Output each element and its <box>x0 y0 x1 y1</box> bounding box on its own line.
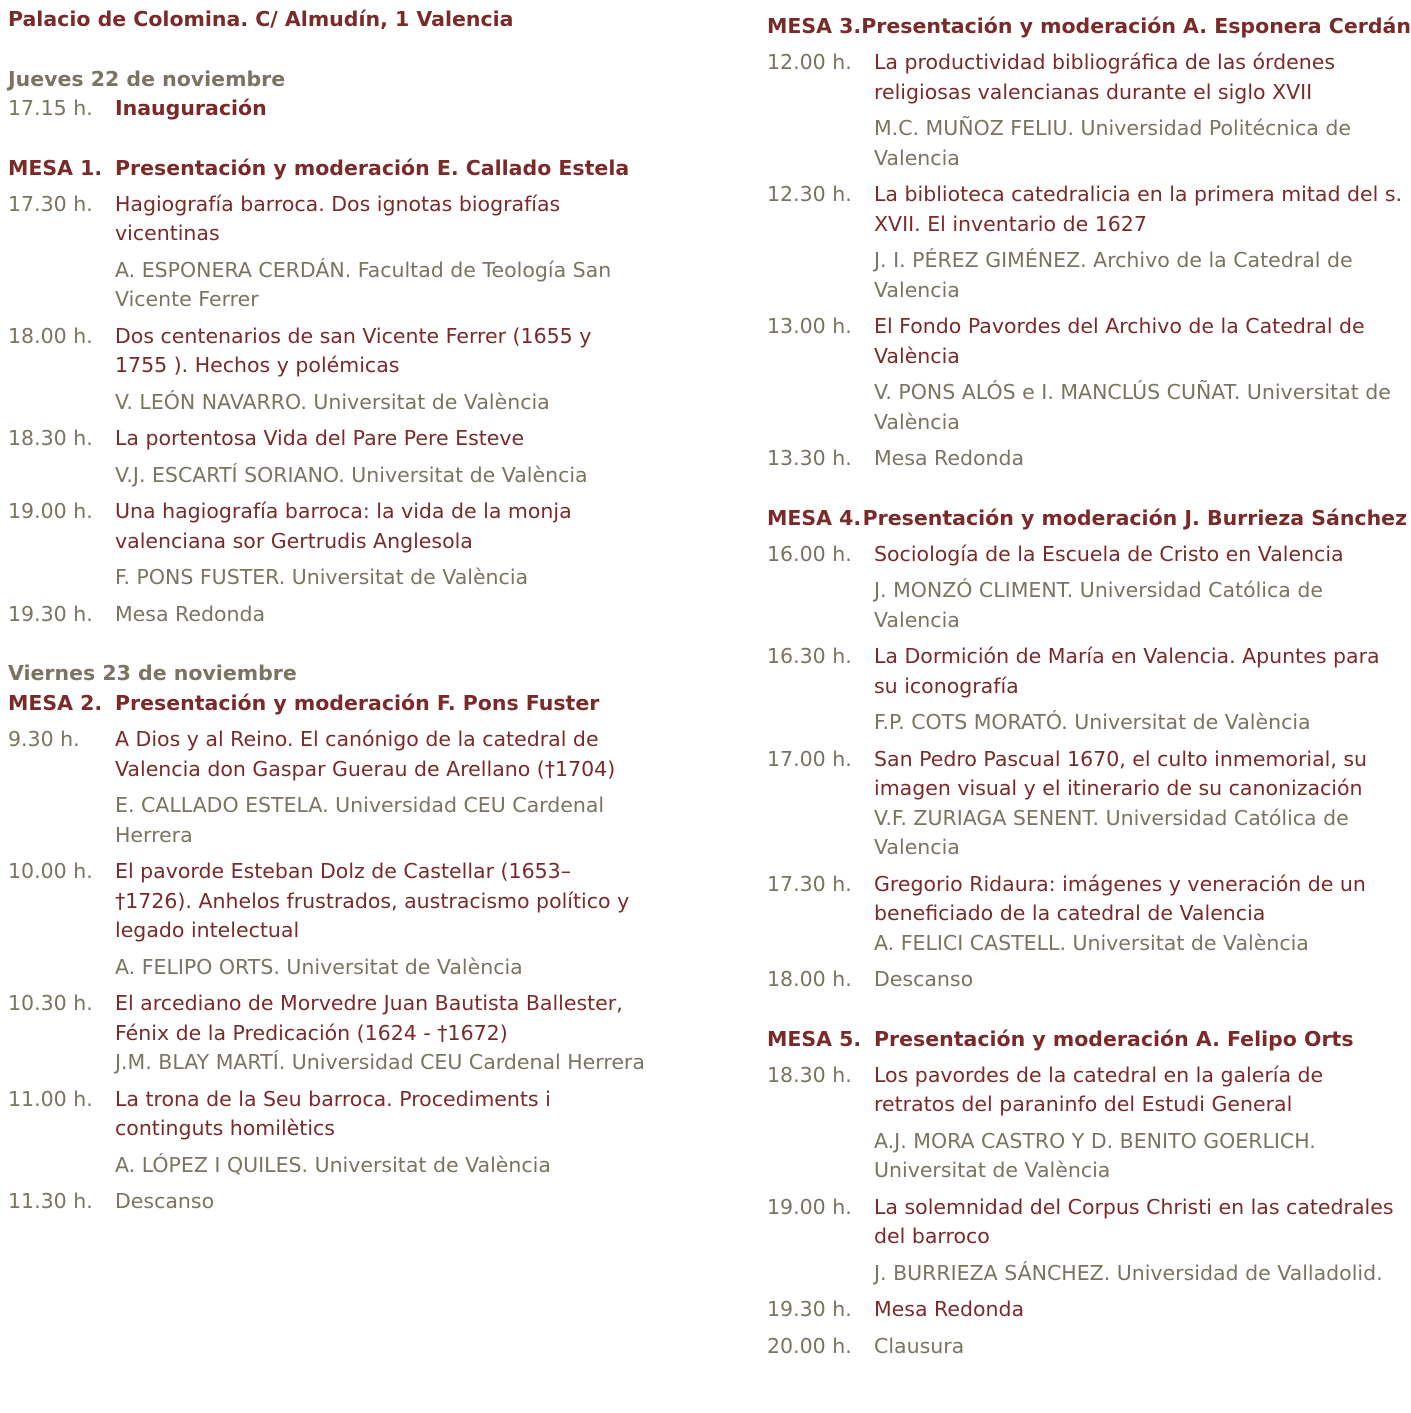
session-heading <box>767 11 1411 41</box>
entry-title: La productividad bibliográfica de las órdenes religiosas valencianas durante el siglo XVII <box>874 50 1336 104</box>
entry-title: La biblioteca catedralicia en la primera mitad del s. XVII. El inventario de 1627 <box>874 182 1403 236</box>
entry-title: Gregorio Ridaura: imágenes y veneración de un beneficiado de la catedral de Valencia <box>874 871 1366 925</box>
program-entry <box>8 725 648 850</box>
session-heading <box>8 153 648 183</box>
entry-title: Clausura <box>874 1333 965 1358</box>
program-entry <box>767 1061 1407 1186</box>
entry-speaker: A. LÓPEZ I QUILES. Universitat de València <box>115 1152 551 1177</box>
entry-speaker: V.F. ZURIAGA SENENT. Universidad Católica de Valencia <box>874 805 1349 859</box>
entry-time: 19.00 h. <box>8 499 93 523</box>
entry-time: 19.30 h. <box>8 601 93 626</box>
entry-speaker: J. BURRIEZA SÁNCHEZ. Universidad de Valladolid. <box>874 1260 1383 1285</box>
entry-time: 17.30 h. <box>767 871 852 896</box>
entry-title: La portentosa Vida del Pare Pere Esteve <box>115 426 525 450</box>
session-label: MESA 5. <box>767 1026 862 1051</box>
entry-title: El Fondo Pavordes del Archivo de la Catedral de València <box>874 314 1365 368</box>
entry-time: 19.30 h. <box>767 1297 852 1321</box>
entry-speaker: F. PONS FUSTER. Universitat de València <box>115 565 529 589</box>
session-title: Presentación y moderación A. Felipo Orts <box>874 1026 1354 1051</box>
session-heading <box>767 503 1407 533</box>
program-entry <box>767 540 1407 636</box>
session-title: Presentación y moderación E. Callado Estela <box>115 155 630 180</box>
entry-time: 16.30 h. <box>767 644 852 668</box>
entry-time: 10.00 h. <box>8 859 93 883</box>
entry-speaker: E. CALLADO ESTELA. Universidad CEU Cardenal Herrera <box>115 793 605 847</box>
left-column <box>8 0 648 1217</box>
entry-title: Sociología de la Escuela de Cristo en Valencia <box>874 541 1344 566</box>
entry-time: 16.00 h. <box>767 541 852 566</box>
program-entry <box>767 444 1407 474</box>
day-heading: Viernes 23 de noviembre <box>8 661 297 685</box>
entry-title: Hagiografía barroca. Dos ignotas biografías vicentinas <box>115 191 561 245</box>
entry-time: 13.00 h. <box>767 314 852 338</box>
entry-title: Inauguración <box>115 96 267 120</box>
day-heading: Jueves 22 de noviembre <box>8 67 286 91</box>
program-entry <box>8 322 648 418</box>
entry-speaker: V.J. ESCARTÍ SORIANO. Universitat de València <box>115 462 588 487</box>
entry-time: 20.00 h. <box>767 1333 852 1358</box>
program-entry <box>767 180 1407 305</box>
program-entry <box>767 1332 1407 1362</box>
entry-title: Mesa Redonda <box>115 601 266 626</box>
session-title: Presentación y moderación J. Burrieza Sánchez <box>862 505 1407 530</box>
program-entry <box>8 424 648 490</box>
entry-speaker: A. ESPONERA CERDÁN. Facultad de Teología San Vicente Ferrer <box>115 257 612 311</box>
session-label: MESA 4. <box>767 505 862 530</box>
session-heading <box>767 1024 1407 1054</box>
program-entry <box>8 600 648 630</box>
entry-time: 19.00 h. <box>767 1194 852 1219</box>
venue-heading: Palacio de Colomina. C/ Almudín, 1 Valencia <box>8 7 514 31</box>
entry-time: 11.30 h. <box>8 1189 93 1213</box>
entry-speaker: A. FELIPO ORTS. Universitat de València <box>115 954 523 979</box>
entry-time: 18.30 h. <box>767 1062 852 1087</box>
entry-speaker: J.M. BLAY MARTÍ. Universidad CEU Cardenal Herrera <box>115 1050 645 1074</box>
program-entry <box>8 94 648 124</box>
session-heading <box>8 688 648 718</box>
entry-time: 17.15 h. <box>8 96 93 120</box>
entry-speaker: F.P. COTS MORATÓ. Universitat de València <box>874 710 1311 734</box>
entry-title: Descanso <box>874 967 974 991</box>
entry-time: 17.30 h. <box>8 191 93 216</box>
entry-title: Mesa Redonda <box>874 1297 1025 1321</box>
program-entry <box>8 989 648 1078</box>
entry-title: El pavorde Esteban Dolz de Castellar (1653– †1726). Anhelos frustrados, austracismo político y legado intelectual <box>115 859 630 942</box>
entry-speaker: V. LEÓN NAVARRO. Universitat de València <box>115 389 550 414</box>
program-entry <box>767 48 1407 173</box>
entry-title: La solemnidad del Corpus Christi en las catedrales del barroco <box>874 1194 1394 1248</box>
session-label: MESA 1. <box>8 155 103 180</box>
session-label: MESA 3. <box>767 14 862 38</box>
entry-title: A Dios y al Reino. El canónigo de la catedral de Valencia don Gaspar Guerau de Arellano (†1704) <box>115 727 616 781</box>
entry-time: 18.00 h. <box>767 967 852 991</box>
entry-title: Dos centenarios de san Vicente Ferrer (1655 y 1755 ). Hechos y polémicas <box>115 323 592 377</box>
entry-title: Mesa Redonda <box>874 446 1025 470</box>
program-entry <box>767 965 1407 995</box>
session-title: Presentación y moderación F. Pons Fuster <box>115 691 600 715</box>
entry-title: Descanso <box>115 1189 215 1213</box>
entry-time: 11.00 h. <box>8 1086 93 1111</box>
entry-time: 13.30 h. <box>767 446 852 470</box>
entry-title: Los pavordes de la catedral en la galería de retratos del paraninfo del Estudi General <box>874 1062 1324 1116</box>
entry-time: 12.00 h. <box>767 50 852 74</box>
entry-speaker: J. I. PÉREZ GIMÉNEZ. Archivo de la Catedral de Valencia <box>874 248 1353 302</box>
program-entry <box>767 870 1407 959</box>
program-entry <box>767 1295 1407 1325</box>
program-entry <box>8 1187 648 1217</box>
entry-time: 10.30 h. <box>8 991 93 1015</box>
program-entry <box>767 745 1407 863</box>
entry-time: 17.00 h. <box>767 746 852 771</box>
entry-time: 18.30 h. <box>8 426 93 450</box>
program-entry <box>767 642 1407 738</box>
program-entry <box>8 497 648 593</box>
entry-speaker: A. FELICI CASTELL. Universitat de València <box>874 930 1309 955</box>
program-entry <box>8 857 648 982</box>
session-title: Presentación y moderación A. Esponera Cerdán <box>861 14 1411 38</box>
entry-speaker: A.J. MORA CASTRO Y D. BENITO GOERLICH. Universitat de València <box>874 1128 1316 1182</box>
session-label: MESA 2. <box>8 691 103 715</box>
right-column <box>767 0 1411 1361</box>
entry-speaker: M.C. MUÑOZ FELIU. Universidad Politécnica de Valencia <box>874 116 1352 170</box>
entry-title: La Dormición de María en Valencia. Apuntes para su iconografía <box>874 644 1380 698</box>
entry-speaker: J. MONZÓ CLIMENT. Universidad Católica de Valencia <box>874 578 1323 632</box>
program-entry <box>8 1085 648 1181</box>
entry-title: La trona de la Seu barroca. Procediments i continguts homilètics <box>115 1086 551 1140</box>
program-entry <box>8 190 648 315</box>
entry-time: 18.00 h. <box>8 323 93 348</box>
entry-time: 12.30 h. <box>767 182 852 206</box>
entry-title: El arcediano de Morvedre Juan Bautista Ballester, Fénix de la Predicación (1624 - †1672) <box>115 991 623 1045</box>
entry-speaker: V. PONS ALÓS e I. MANCLÚS CUÑAT. Universitat de València <box>874 380 1391 434</box>
entry-title: San Pedro Pascual 1670, el culto inmemorial, su imagen visual y el itinerario de su canonización <box>874 746 1368 800</box>
program-entry <box>767 312 1407 437</box>
entry-time: 9.30 h. <box>8 727 80 751</box>
program-entry <box>767 1193 1407 1289</box>
entry-title: Una hagiografía barroca: la vida de la monja valenciana sor Gertrudis Anglesola <box>115 499 572 553</box>
